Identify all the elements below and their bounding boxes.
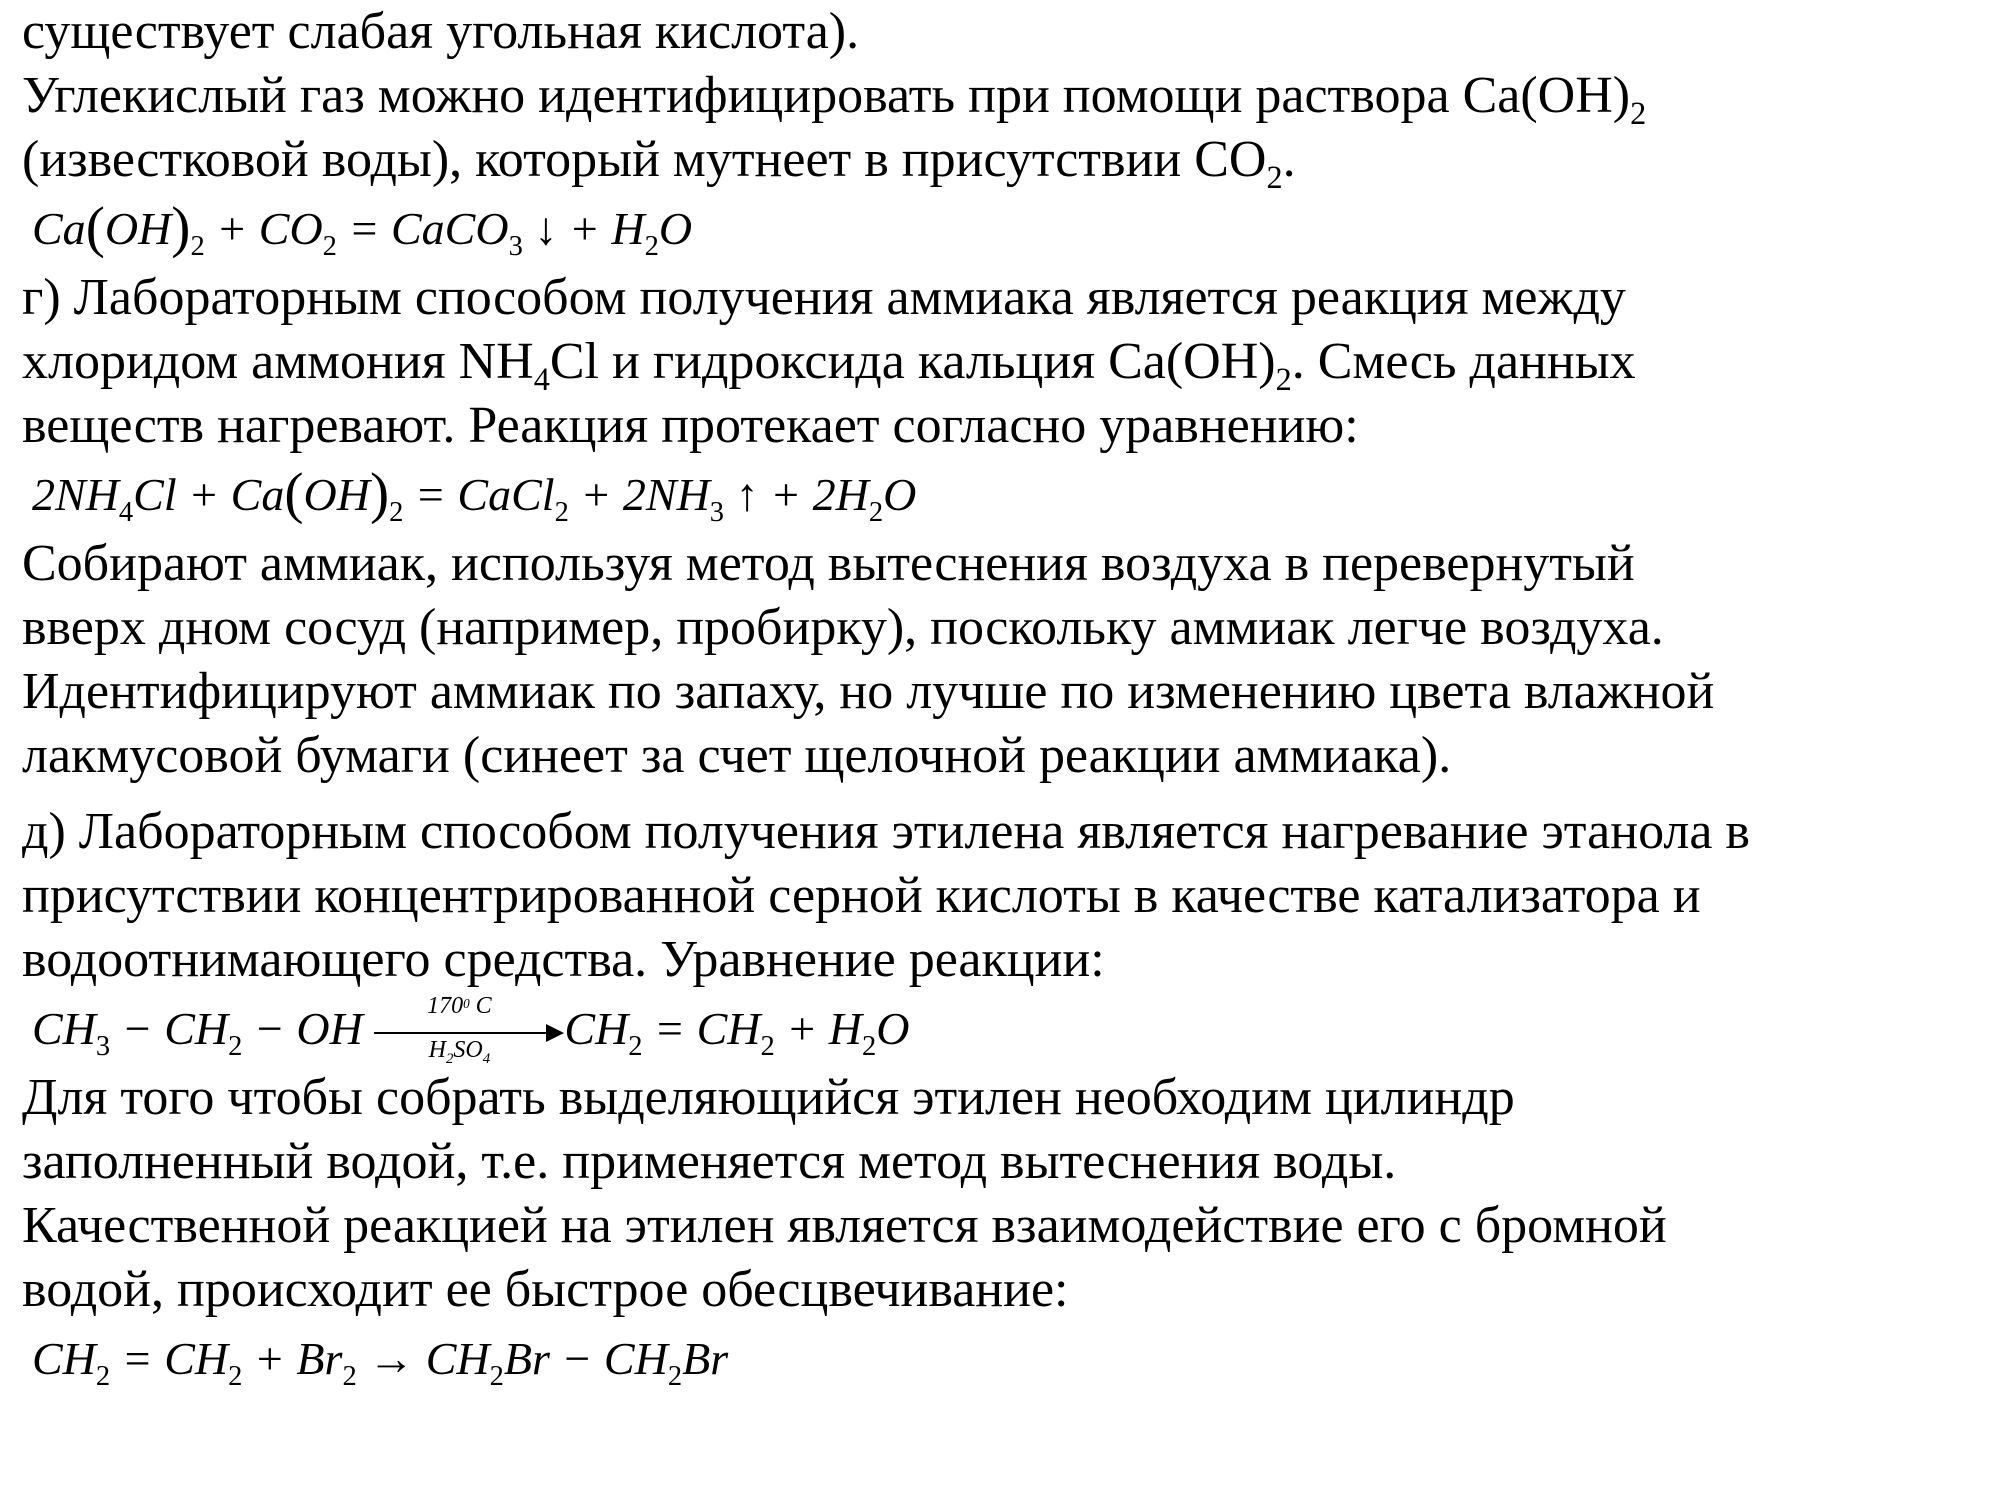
text-fragment: OH — [303, 469, 370, 520]
text-line — [22, 1066, 1972, 1130]
text: веществ нагревают. Реакция протекает согласно уравнению: — [22, 397, 1359, 454]
text-fragment: = CH — [642, 1003, 761, 1054]
text-fragment: 2 — [190, 230, 205, 262]
text-fragment: 2 — [868, 496, 884, 528]
text-fragment: 2 — [628, 1030, 643, 1062]
text-fragment: водой, происходит ее быстрое обесцвечивание: — [22, 1261, 1069, 1318]
text-fragment: Cl + Ca — [133, 469, 285, 520]
text-fragment: SO — [453, 1037, 483, 1064]
text-fragment: 2 — [554, 496, 569, 528]
text-fragment: + 2H — [758, 469, 869, 520]
text: существует слабая угольная кислота). — [22, 3, 860, 60]
decoration — [22, 788, 1972, 800]
text-fragment: ) — [171, 196, 191, 260]
text-fragment: 2 — [228, 1030, 243, 1062]
text-fragment: 2NH — [32, 469, 119, 520]
text-fragment: H — [428, 1037, 446, 1064]
right-arrow-icon: → — [356, 1333, 426, 1384]
text-fragment: CH — [564, 1003, 629, 1054]
text-fragment: OH — [104, 203, 172, 254]
text-fragment: Качественной реакцией на этилен является взаимодействие его с бромной — [22, 1197, 1667, 1254]
reaction-condition-arrow — [374, 993, 564, 1068]
text-fragment: 0 — [463, 995, 470, 1011]
text-fragment: 4 — [118, 496, 134, 528]
text-fragment: Br — [682, 1333, 729, 1384]
text-fragment: + CO — [204, 203, 323, 254]
equation-limewater — [22, 192, 1972, 266]
text-fragment: . Смесь данных — [1291, 333, 1636, 390]
text-fragment: 2 — [644, 230, 659, 262]
text-fragment: + H — [774, 1003, 863, 1054]
equation-bromine-water — [22, 1322, 1972, 1396]
text-fragment: Для того чтобы собрать выделяющийся этилен необходим цилиндр — [22, 1069, 1515, 1126]
text-fragment: ( — [284, 462, 304, 526]
text-fragment: 3 — [709, 496, 725, 528]
text-fragment: 4 — [533, 361, 550, 398]
text-fragment: Ca — [32, 203, 86, 254]
text-fragment: 2 — [760, 1030, 775, 1062]
document-page — [22, 0, 1972, 1396]
text-line — [22, 1194, 1972, 1258]
text-line — [22, 800, 1972, 864]
text-fragment: 2 — [445, 1051, 454, 1068]
text-fragment: − CH — [110, 1003, 229, 1054]
text-fragment: д) Лабораторным способом получения этилена является нагревание этанола в — [22, 803, 1750, 860]
text-fragment: 2 — [228, 1360, 243, 1392]
text-fragment: − OH — [242, 1003, 363, 1054]
text-line — [22, 1130, 1972, 1194]
text-fragment: CH — [32, 1003, 96, 1054]
text-fragment: CH — [425, 1333, 490, 1384]
text-line — [22, 660, 1972, 724]
text: г) Лабораторным способом получения аммиака является реакция между — [22, 269, 1626, 326]
text: . — [1282, 131, 1296, 188]
text-fragment: 3 — [508, 230, 523, 262]
text-fragment: Идентифицируют аммиак по запаху, но лучше по изменению цвета влажной — [22, 663, 1715, 720]
text-fragment: + 2NH — [568, 469, 710, 520]
text-fragment: Cl и гидроксида кальция Ca(OH) — [549, 333, 1276, 390]
text-fragment: 2 — [322, 230, 337, 262]
text-fragment: Собирают аммиак, используя метод вытеснения воздуха в перевернутый — [22, 535, 1635, 592]
text-fragment: O — [658, 203, 693, 254]
equation-ethylene — [22, 992, 1972, 1066]
condition-temperature — [374, 994, 544, 1018]
text: (известковой воды), который мутнеет в присутствии CO — [22, 131, 1267, 188]
text-fragment: C — [469, 993, 492, 1020]
text-fragment: водоотнимающего средства. Уравнение реакции: — [22, 931, 1105, 988]
text-line — [22, 532, 1972, 596]
subscript: 2 — [1630, 95, 1647, 132]
text-fragment: 2 — [1275, 361, 1292, 398]
text-fragment: вверх дном сосуд (например, пробирку), поскольку аммиак легче воздуха. — [22, 599, 1664, 656]
down-arrow-icon: ↓ — [522, 203, 558, 254]
text-fragment: = CaCO — [336, 203, 509, 254]
text-line — [22, 128, 1972, 196]
text-fragment: = CaCl — [403, 469, 555, 520]
text-line — [22, 330, 1972, 398]
text-fragment: 170 — [427, 993, 464, 1020]
text-line — [22, 864, 1972, 928]
text-fragment: 2 — [862, 1030, 877, 1062]
right-arrow-icon — [374, 1032, 550, 1034]
text-fragment: ( — [85, 196, 105, 260]
up-arrow-icon: ↑ — [724, 469, 759, 520]
text-line — [22, 394, 1972, 458]
text-line — [22, 724, 1972, 788]
text-fragment: 2 — [95, 1360, 111, 1392]
text-line — [22, 928, 1972, 992]
text-fragment: 3 — [95, 1030, 111, 1062]
text-fragment: 2 — [342, 1360, 357, 1392]
text-fragment: O — [876, 1003, 910, 1054]
text-fragment: присутствии концентрированной серной кислоты в качестве катализатора и — [22, 867, 1701, 924]
text-fragment: лакмусовой бумаги (синеет за счет щелочной реакции аммиака). — [22, 727, 1452, 784]
text-fragment: + H — [557, 203, 645, 254]
text-fragment: + Br — [242, 1333, 343, 1384]
text-fragment: CH — [32, 1333, 96, 1384]
text-line — [22, 64, 1972, 132]
text-fragment: Br − CH — [503, 1333, 668, 1384]
text-line — [22, 0, 1972, 64]
decoration — [546, 1024, 564, 1042]
text-fragment: ) — [369, 462, 390, 526]
text-fragment: хлоридом аммония NH — [22, 333, 534, 390]
text-line — [22, 596, 1972, 660]
text-fragment: O — [883, 469, 917, 520]
text-line — [22, 1258, 1972, 1322]
condition-catalyst — [374, 1037, 544, 1068]
text-fragment: = CH — [110, 1333, 229, 1384]
text-fragment: 2 — [667, 1360, 683, 1392]
text-fragment: заполненный водой, т.е. применяется метод вытеснения воды. — [22, 1133, 1397, 1190]
text-line — [22, 266, 1972, 330]
subscript: 2 — [1266, 159, 1283, 196]
text: Углекислый газ можно идентифицировать при помощи раствора Ca(OH) — [22, 67, 1631, 124]
text-fragment: 2 — [489, 1360, 504, 1392]
text-fragment: 4 — [482, 1051, 491, 1068]
equation-ammonia — [22, 458, 1972, 532]
text-fragment: 2 — [389, 496, 404, 528]
